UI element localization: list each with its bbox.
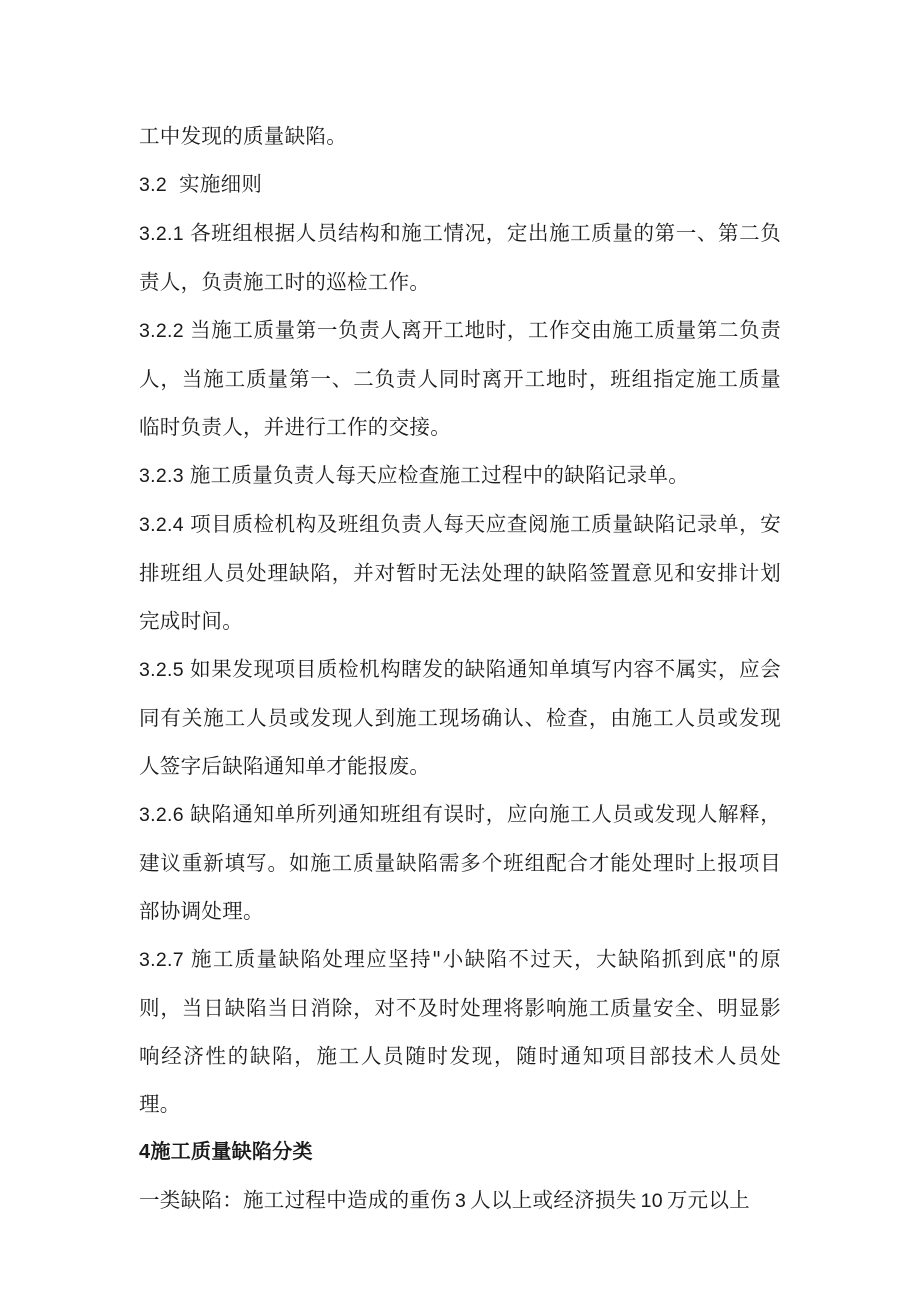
document-body xyxy=(139,112,781,1225)
clause-text: 施工质量缺陷处理应坚持"小缺陷不过天，大缺陷抓到底"的原则，当日缺陷当日消除，对不及时处理将影响施工质量安全、明显影响经济性的缺陷，施工人员随时发现，随时通知项目部技术人员处理。 xyxy=(139,947,781,1116)
clause-text: 当施工质量第一负责人离开工地时，工作交由施工质量第二负责人，当施工质量第一、二负责人同时离开工地时，班组指定施工质量临时负责人，并进行工作的交接。 xyxy=(139,318,781,439)
section-number: 3.2 xyxy=(139,174,168,196)
section-number: 4 xyxy=(139,1141,151,1163)
clause-number: 3.2.2 xyxy=(139,320,184,342)
clause-text: 缺陷通知单所列通知班组有误时，应向施工人员或发现人解释，建议重新填写。如施工质量缺陷需多个班组配合才能处理时上报项目部协调处理。 xyxy=(139,802,781,923)
clause-number: 3.2.5 xyxy=(139,659,184,681)
paragraph-continuation xyxy=(139,112,781,160)
injury-count: 3 xyxy=(455,1190,467,1212)
section-heading-3-2 xyxy=(139,160,781,209)
paragraph-3-2-1 xyxy=(139,209,781,306)
clause-text: 施工质量负责人每天应检查施工过程中的缺陷记录单。 xyxy=(189,463,690,487)
clause-number: 3.2.4 xyxy=(139,514,184,536)
clause-text: 如果发现项目质检机构瞎发的缺陷通知单填写内容不属实，应会同有关施工人员或发现人到施工现场确认、检查，由施工人员或发现人签字后缺陷通知单才能报废。 xyxy=(139,657,781,778)
clause-number: 3.2.6 xyxy=(139,804,184,826)
paragraph-text-part: 一类缺陷：施工过程中造成的重伤 xyxy=(139,1188,451,1212)
paragraph-3-2-5 xyxy=(139,645,781,790)
clause-text: 项目质检机构及班组负责人每天应查阅施工质量缺陷记录单，安排班组人员处理缺陷，并对暂时无法处理的缺陷签置意见和安排计划完成时间。 xyxy=(139,512,781,633)
paragraph-text-part: 万元以上 xyxy=(666,1188,751,1212)
paragraph-defect-class-1 xyxy=(139,1176,781,1225)
paragraph-3-2-6 xyxy=(139,790,781,935)
clause-text: 各班组根据人员结构和施工情况，定出施工质量的第一、第二负责人，负责施工时的巡检工作。 xyxy=(139,221,781,294)
paragraph-3-2-7 xyxy=(139,935,781,1128)
loss-amount: 10 xyxy=(640,1190,663,1212)
paragraph-text-part: 人以上或经济损失 xyxy=(470,1188,637,1212)
section-title: 实施细则 xyxy=(179,172,263,196)
paragraph-3-2-4 xyxy=(139,500,781,645)
paragraph-text: 工中发现的质量缺陷。 xyxy=(139,124,347,148)
paragraph-3-2-3 xyxy=(139,451,781,500)
section-heading-4 xyxy=(139,1128,781,1176)
clause-number: 3.2.7 xyxy=(139,949,184,971)
clause-number: 3.2.3 xyxy=(139,465,184,487)
clause-number: 3.2.1 xyxy=(139,223,184,245)
section-title: 施工质量缺陷分类 xyxy=(150,1141,313,1163)
paragraph-3-2-2 xyxy=(139,306,781,451)
